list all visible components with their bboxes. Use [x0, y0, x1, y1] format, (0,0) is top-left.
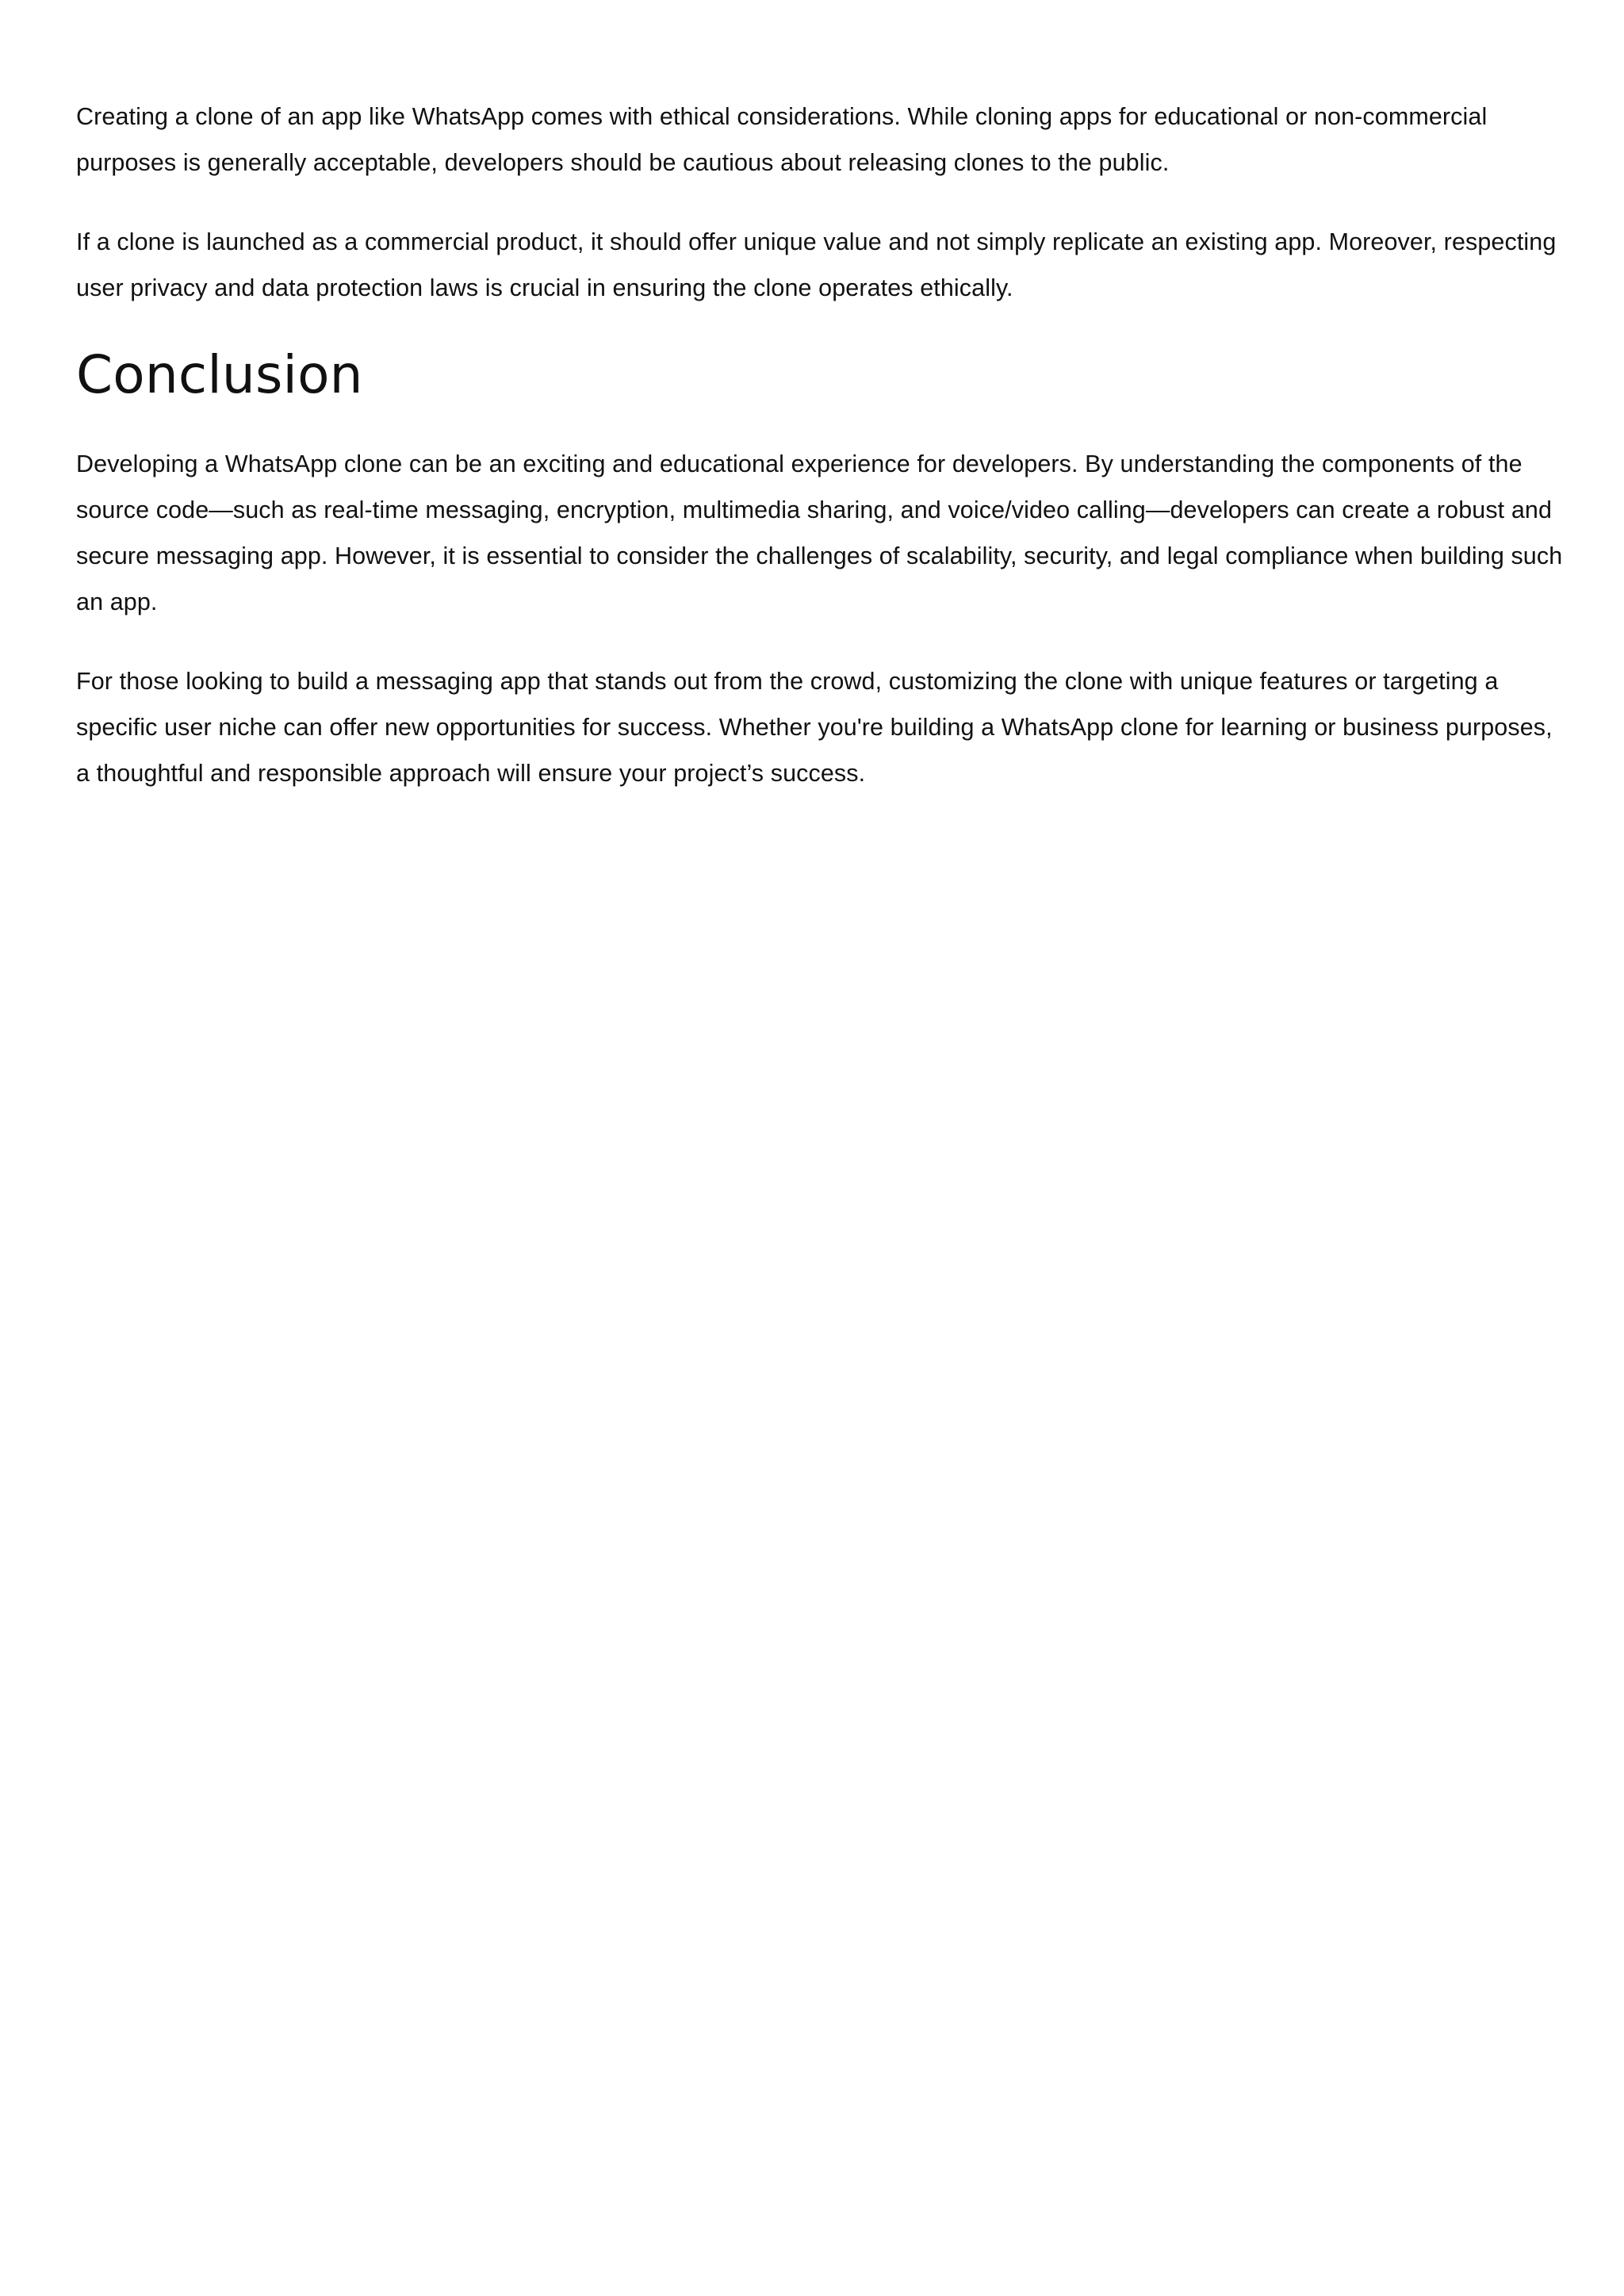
paragraph-conclusion-1: Developing a WhatsApp clone can be an exciting and educational experience for developers. By understanding the components of the source code—such as real-time messaging, encryption, multimedia sharing, and voice/video calling—developers can create a robust and secure messaging app. However, it is essential to consider the challenges of scalability, security, and legal compliance when building such an app.: [76, 450, 1563, 615]
paragraph-conclusion-2: For those looking to build a messaging app that stands out from the crowd, customizing the clone with unique features or targeting a specific user niche can offer new opportunities for success. Whether you're building a WhatsApp clone for learning or business purposes, a thoughtful and responsible approach will ensure your project’s success.: [76, 668, 1553, 787]
paragraph-ethics-1: Creating a clone of an app like WhatsApp comes with ethical considerations. While cloning apps for educational or non-commercial purposes is generally acceptable, developers should be cautious about releasing clones to the public.: [76, 103, 1488, 176]
paragraph-ethics-2: If a clone is launched as a commercial product, it should offer unique value and not simply replicate an existing app. Moreover, respecting user privacy and data protection laws is crucial in ensuring the clone operates ethically.: [76, 228, 1557, 301]
document-page: [76, 94, 1567, 830]
conclusion-heading: Conclusion: [76, 344, 363, 405]
